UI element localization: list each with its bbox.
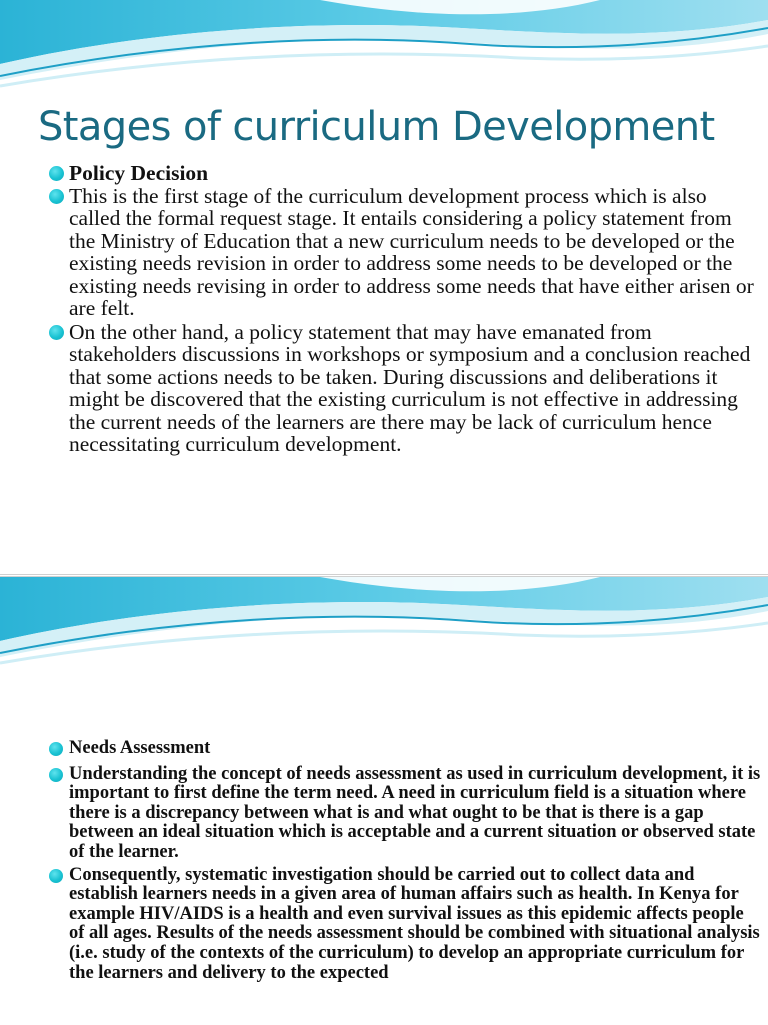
bullet-item [39, 321, 759, 456]
section-heading: Policy Decision [69, 161, 209, 185]
bullet-dot-icon [49, 742, 63, 756]
bullet-dot-icon [49, 325, 64, 340]
section-heading: Needs Assessment [69, 738, 211, 758]
bullet-item [39, 185, 759, 320]
bullet-text: Consequently, systematic investigation should be carried out to collect data and establish learners needs in a given area of human affairs such as health. In Kenya for example HIV/AIDS is a health and even survival issues as this epidemic affects people of all ages. Results of the needs assessment should be combined with situational analysis (i.e. study of the contexts of the curriculum) to develop an appropriate curriculum for the learners and delivery to the expected [69, 864, 760, 983]
slide-2-bullet-list [39, 739, 763, 983]
bullet-dot-icon [49, 768, 63, 782]
bullet-item [39, 765, 763, 863]
header-wave-decoration [0, 577, 768, 677]
bullet-item [39, 739, 763, 759]
bullet-text: On the other hand, a policy statement that may have emanated from stakeholders discussions in workshops or symposium and a conclusion reached that some actions needs to be taken. During discussions and deliberations it might be discovered that the existing curriculum is not effective in addressing the current needs of the learners are there may be lack of curriculum hence necessitating curriculum development. [69, 319, 751, 456]
bullet-dot-icon [49, 189, 64, 204]
header-wave-decoration [0, 0, 768, 100]
slide-1-bullet-list [39, 162, 759, 456]
bullet-item [39, 866, 763, 984]
bullet-dot-icon [49, 166, 64, 181]
bullet-text: This is the first stage of the curriculum development process which is also called the formal request stage. It entails considering a policy statement from the Ministry of Education that a new curriculum needs to be developed or the existing needs revision in order to address some needs to be developed or the existing needs revising in order to address some needs that have either arisen or are felt. [69, 183, 754, 320]
bullet-dot-icon [49, 869, 63, 883]
slide-title: Stages of curriculum Development [38, 104, 715, 150]
bullet-text: Understanding the concept of needs assessment as used in curriculum development, it is important to first define the term need. A need in curriculum field is a situation where there is a discrepancy between what is and what ought to be that is there is a gap between an ideal situation which is acceptable and a current situation or observed state of the learner. [69, 763, 761, 862]
